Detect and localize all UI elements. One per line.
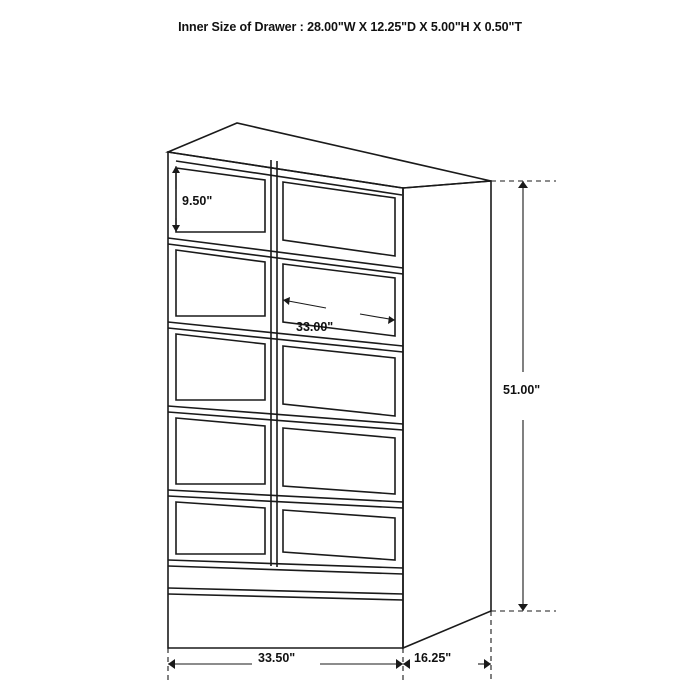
page-title: Inner Size of Drawer : 28.00"W X 12.25"D X 5.00"H X 0.50"T (178, 20, 522, 34)
label-height-dimension: 51.00" (503, 383, 541, 397)
label-inner-top-dimension: 9.50" (182, 194, 213, 208)
label-middle-dimension: 33.00" (296, 320, 334, 334)
cabinet-side-panel (403, 181, 491, 648)
drawer-rows (168, 160, 403, 574)
label-depth-dimension: 16.25" (414, 651, 452, 665)
drawer-panels-left (176, 168, 265, 554)
cabinet-base (168, 588, 403, 600)
cabinet-top-surface (168, 123, 491, 188)
cabinet-top-inner-edge (176, 161, 402, 195)
dimension-depth (403, 611, 491, 682)
label-width-dimension: 33.50" (258, 651, 296, 665)
